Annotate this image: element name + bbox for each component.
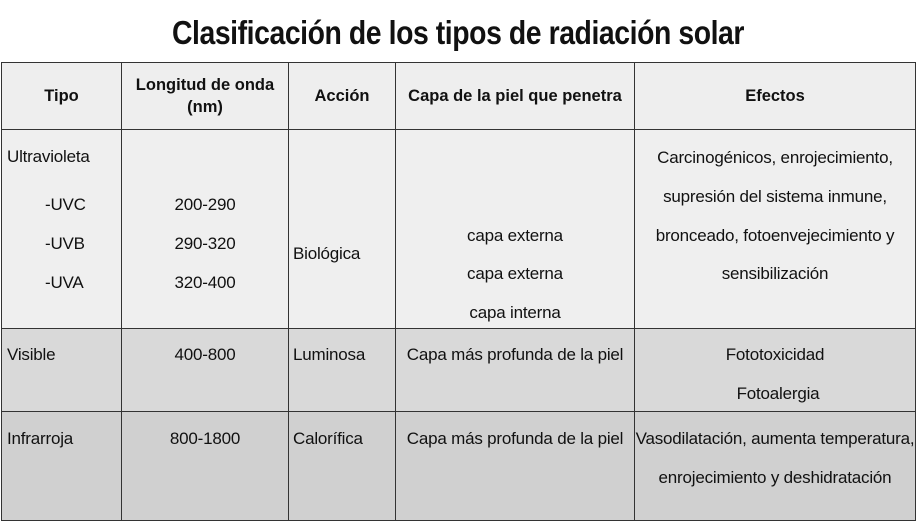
cell-capa <box>396 130 635 329</box>
tipo-label: Infrarroja <box>7 429 74 448</box>
efectos-line: Fototoxicidad <box>725 345 825 364</box>
table-row-visible <box>2 329 916 412</box>
cell-accion <box>289 130 396 329</box>
cell-tipo <box>2 412 122 521</box>
efectos-line: bronceado, fotoenvejecimiento y <box>655 226 895 245</box>
capa-value: Capa más profunda de la piel <box>406 429 624 448</box>
accion-uv: Biológica <box>293 244 361 263</box>
header-accion: Acción <box>289 63 396 130</box>
longitud-value: 400-800 <box>174 345 236 364</box>
cell-accion <box>289 329 396 412</box>
cell-longitud <box>122 130 289 329</box>
table-row-ultravioleta <box>2 130 916 329</box>
table-row-infrarroja <box>2 412 916 521</box>
header-longitud: Longitud de onda (nm) <box>122 63 289 130</box>
cell-efectos <box>635 329 916 412</box>
efectos-line: Carcinogénicos, enrojecimiento, <box>657 148 893 167</box>
accion-value: Calorífica <box>293 429 363 448</box>
cell-capa <box>396 412 635 521</box>
header-capa: Capa de la piel que penetra <box>396 63 635 130</box>
cell-efectos <box>635 130 916 329</box>
capa-uva: capa interna <box>469 303 561 322</box>
cell-longitud <box>122 412 289 521</box>
longitud-uvc: 200-290 <box>174 195 236 214</box>
cell-tipo <box>2 130 122 329</box>
cell-capa <box>396 329 635 412</box>
accion-value: Luminosa <box>293 345 366 364</box>
cell-tipo <box>2 329 122 412</box>
cell-longitud <box>122 329 289 412</box>
longitud-value: 800-1800 <box>169 429 241 448</box>
sub-uvb: -UVB <box>45 234 85 253</box>
page-title: Clasificación de los tipos de radiación solar <box>171 14 745 51</box>
capa-uvc: capa externa <box>467 226 563 245</box>
efectos-line: Fotoalergia <box>736 384 820 403</box>
capa-value: Capa más profunda de la piel <box>406 345 624 364</box>
sub-uvc: -UVC <box>45 195 86 214</box>
efectos-line: sensibilización <box>721 264 829 283</box>
efectos-line: enrojecimiento y deshidratación <box>658 468 892 487</box>
efectos-line: supresión del sistema inmune, <box>663 187 887 206</box>
capa-uvb: capa externa <box>467 264 563 283</box>
cell-accion <box>289 412 396 521</box>
header-row <box>2 63 916 130</box>
sub-uva: -UVA <box>45 273 84 292</box>
radiation-table <box>1 62 916 521</box>
efectos-line: Vasodilatación, aumenta temperatura, <box>635 429 915 448</box>
header-tipo: Tipo <box>2 63 122 130</box>
tipo-label: Ultravioleta <box>7 147 90 166</box>
tipo-label: Visible <box>7 345 56 364</box>
longitud-uvb: 290-320 <box>174 234 236 253</box>
cell-efectos <box>635 412 916 521</box>
header-efectos: Efectos <box>635 63 916 130</box>
longitud-uva: 320-400 <box>174 273 236 292</box>
